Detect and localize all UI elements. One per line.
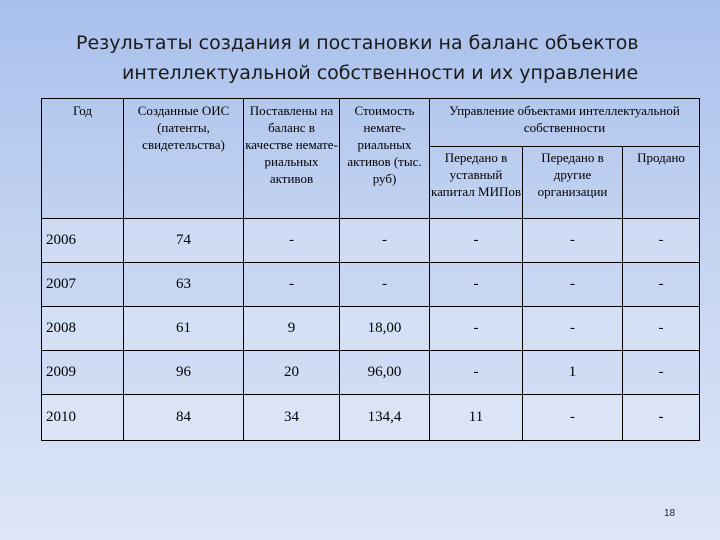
table-row: [42, 219, 700, 263]
cell-year: 2010: [42, 395, 124, 441]
page-number: 18: [664, 508, 676, 519]
header-management: Управление объектами интеллектуальной собственности: [430, 99, 700, 147]
cell-sold: -: [623, 351, 700, 395]
table-row: [42, 351, 700, 395]
cell-year: 2008: [42, 307, 124, 351]
ip-results-table: [41, 98, 700, 441]
cell-balance: -: [244, 219, 340, 263]
cell-other-org: -: [523, 395, 623, 441]
cell-sold: -: [623, 219, 700, 263]
cell-sold: -: [623, 263, 700, 307]
header-capital: Передано в уставный капитал МИПов: [430, 147, 523, 219]
slide-title-line-1: Результаты создания и постановки на баланс объектов: [76, 32, 639, 54]
cell-other-org: -: [523, 263, 623, 307]
cell-created: 74: [124, 219, 244, 263]
cell-balance: 9: [244, 307, 340, 351]
cell-cost: -: [340, 263, 430, 307]
table-row: [42, 307, 700, 351]
cell-capital: 11: [430, 395, 523, 441]
header-balance: Поставлены на баланс в качестве немате-риальных активов: [244, 99, 340, 219]
table-row: [42, 263, 700, 307]
slide-title-line-2: интеллектуальной собственности и их управление: [122, 62, 639, 84]
cell-capital: -: [430, 307, 523, 351]
cell-created: 96: [124, 351, 244, 395]
cell-cost: 134,4: [340, 395, 430, 441]
header-cost: Стоимость немате-риальных активов (тыс. руб): [340, 99, 430, 219]
cell-created: 63: [124, 263, 244, 307]
cell-cost: -: [340, 219, 430, 263]
cell-other-org: -: [523, 307, 623, 351]
table-row: [42, 395, 700, 441]
cell-year: 2006: [42, 219, 124, 263]
header-other-org: Передано в другие организации: [523, 147, 623, 219]
cell-balance: -: [244, 263, 340, 307]
slide-title: [40, 28, 680, 88]
cell-other-org: 1: [523, 351, 623, 395]
cell-year: 2009: [42, 351, 124, 395]
cell-balance: 34: [244, 395, 340, 441]
cell-balance: 20: [244, 351, 340, 395]
header-created: Созданные ОИС (патенты, свидетельства): [124, 99, 244, 219]
header-sold: Продано: [623, 147, 700, 219]
header-year: Год: [42, 99, 124, 219]
cell-created: 61: [124, 307, 244, 351]
cell-sold: -: [623, 395, 700, 441]
cell-capital: -: [430, 219, 523, 263]
cell-year: 2007: [42, 263, 124, 307]
cell-other-org: -: [523, 219, 623, 263]
cell-created: 84: [124, 395, 244, 441]
header-row-top: [42, 99, 700, 147]
cell-capital: -: [430, 351, 523, 395]
cell-cost: 96,00: [340, 351, 430, 395]
cell-sold: -: [623, 307, 700, 351]
cell-capital: -: [430, 263, 523, 307]
cell-cost: 18,00: [340, 307, 430, 351]
